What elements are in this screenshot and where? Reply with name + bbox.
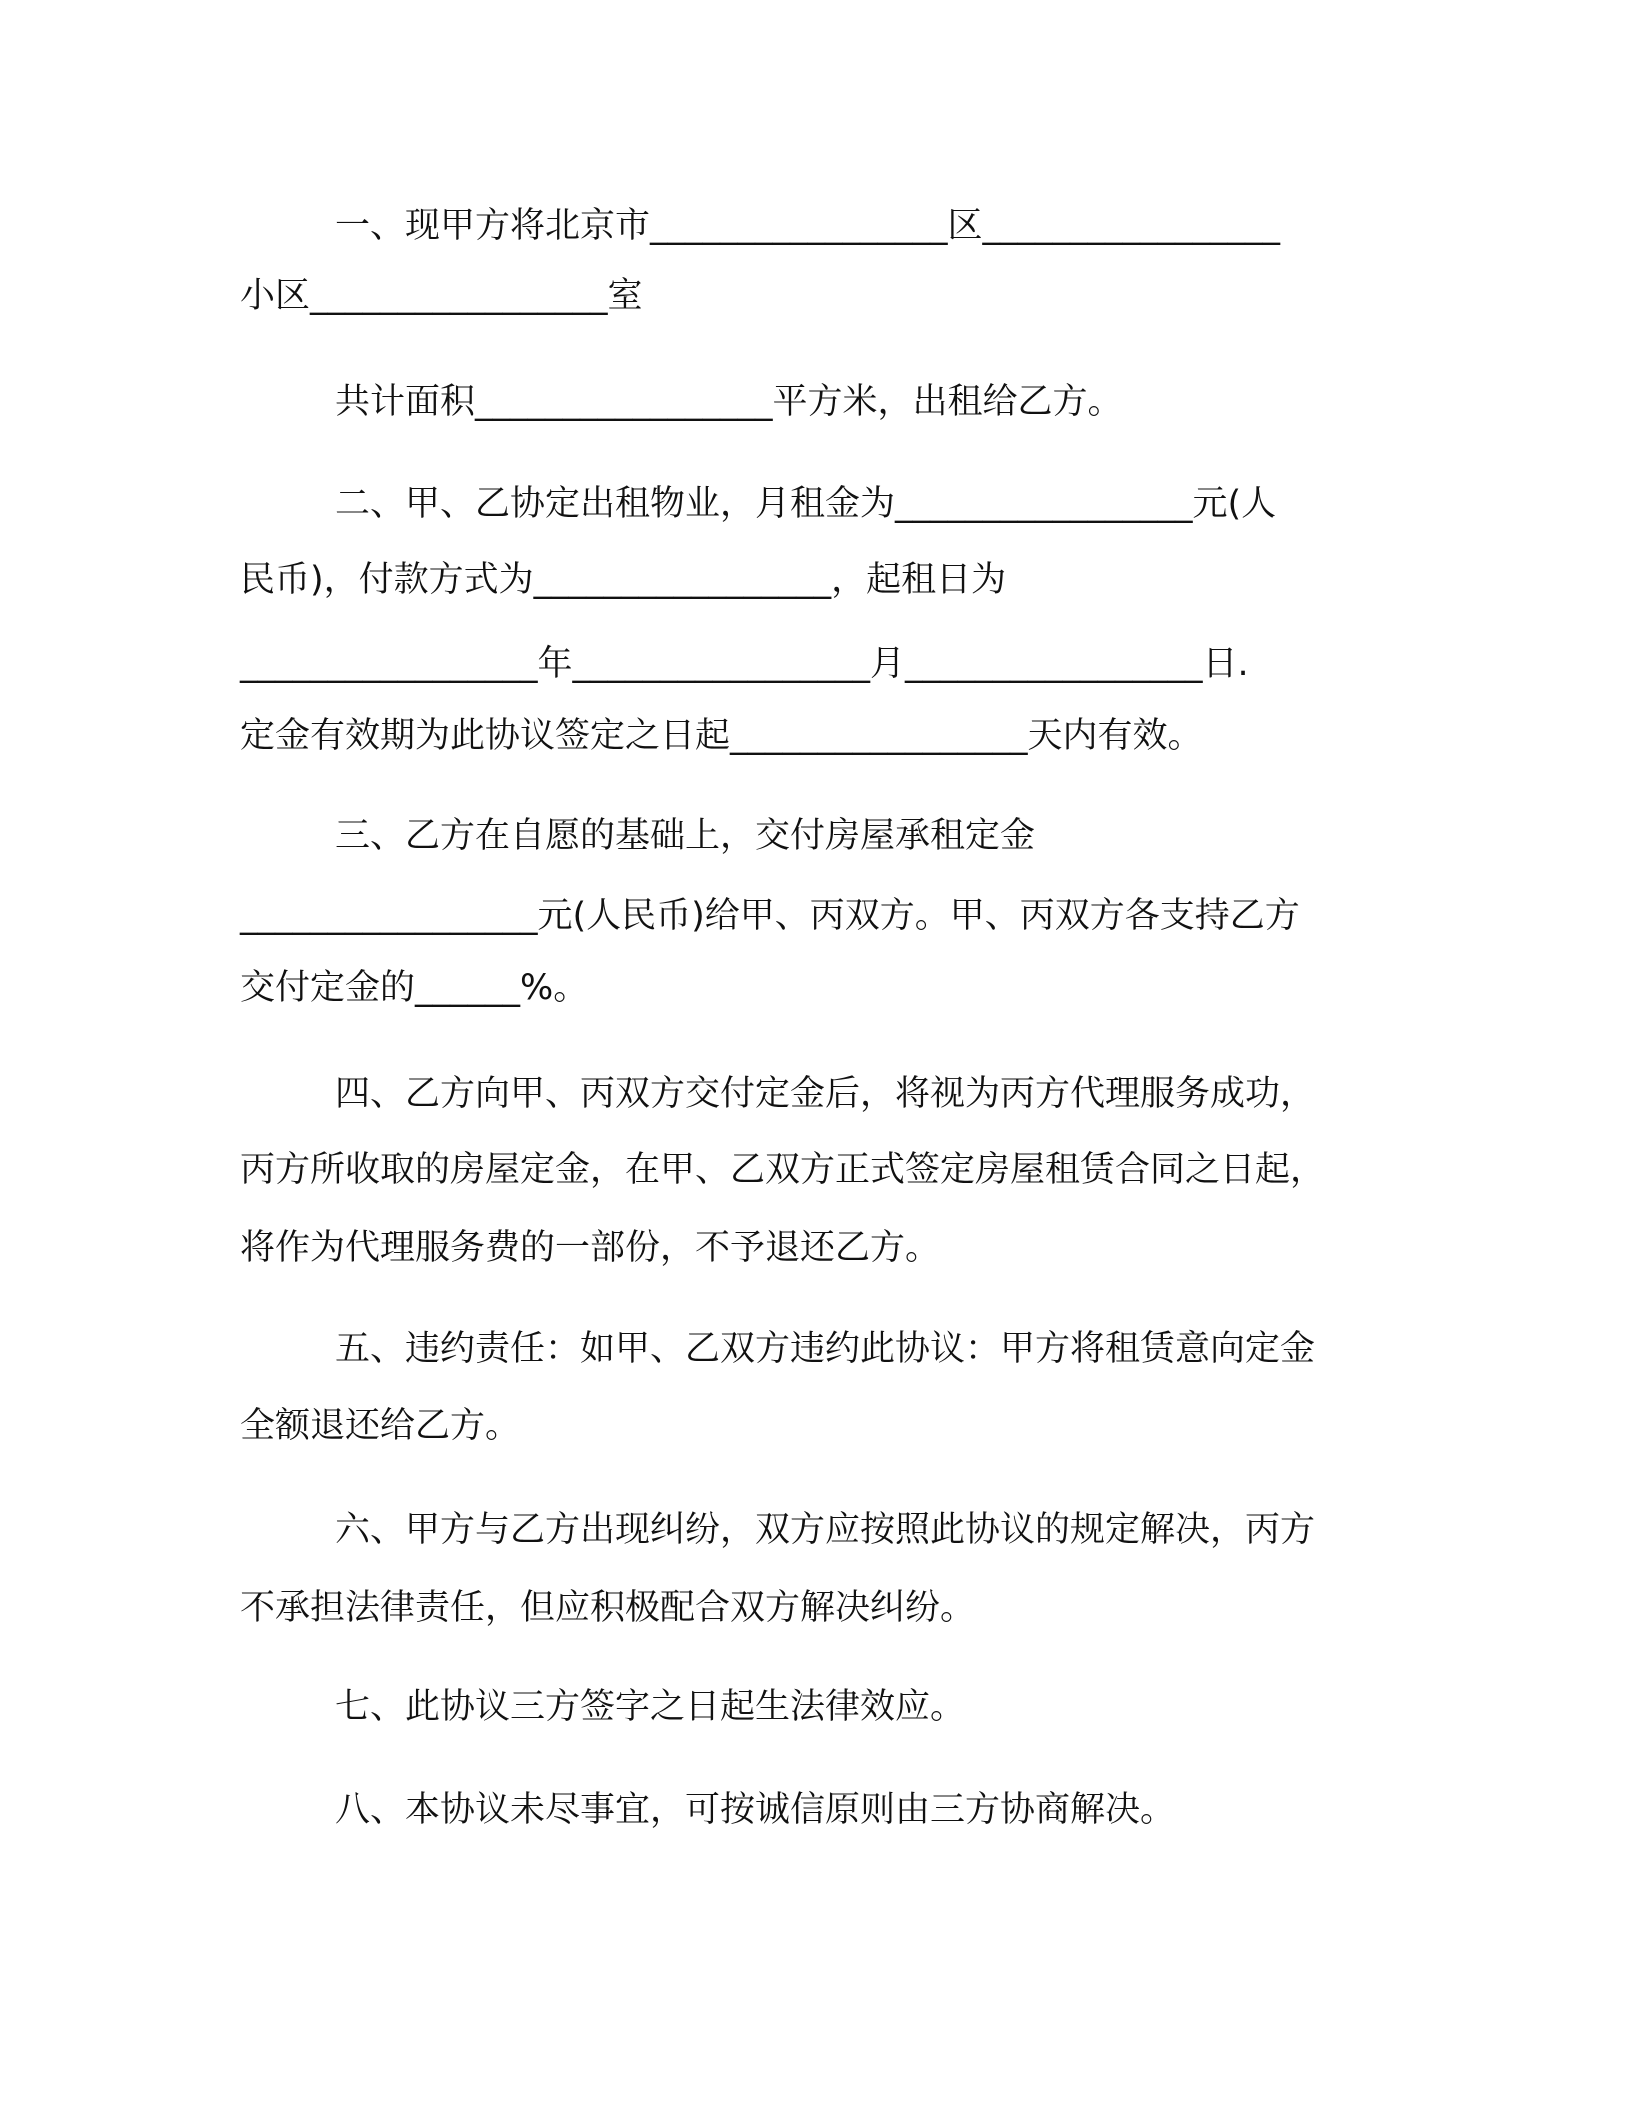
clause-5-line-1: 五、违约责任：如甲、乙双方违约此协议：甲方将租赁意向定金 xyxy=(335,1329,1316,1369)
clause-2-line-4: 定金有效期为此协议签定之日起_________________天内有效。 xyxy=(240,716,1203,756)
clause-4-line-3: 将作为代理服务费的一部份，不予退还乙方。 xyxy=(240,1228,941,1268)
clause-2-line-1: 二、甲、乙协定出租物业，月租金为_________________元(人 xyxy=(335,484,1277,524)
clause-3-line-1: 三、乙方在自愿的基础上，交付房屋承租定金 xyxy=(335,816,1036,856)
clause-1-line-1: 一、现甲方将北京市_________________区_________________ xyxy=(335,206,1281,246)
clause-7-line-1: 七、此协议三方签字之日起生法律效应。 xyxy=(335,1687,966,1727)
clause-8-line-1: 八、本协议未尽事宜，可按诚信原则由三方协商解决。 xyxy=(335,1790,1176,1830)
clause-2-line-3: _________________年_________________月_________________日. xyxy=(240,644,1249,684)
clause-3-line-2: _________________元(人民币)给甲、丙双方。甲、丙双方各支持乙方 xyxy=(240,896,1300,936)
clause-4-line-1: 四、乙方向甲、丙双方交付定金后，将视为丙方代理服务成功， xyxy=(335,1074,1316,1114)
clause-6-line-2: 不承担法律责任，但应积极配合双方解决纠纷。 xyxy=(240,1588,976,1628)
clause-3-line-3: 交付定金的______%。 xyxy=(240,968,589,1008)
clause-5-line-2: 全额退还给乙方。 xyxy=(240,1406,521,1446)
clause-4-line-2: 丙方所收取的房屋定金，在甲、乙双方正式签定房屋租赁合同之日起， xyxy=(240,1150,1326,1190)
clause-1-line-2: 小区_________________室 xyxy=(240,276,643,316)
clause-1-line-3: 共计面积_________________平方米，出租给乙方。 xyxy=(335,382,1123,422)
clause-6-line-1: 六、甲方与乙方出现纠纷，双方应按照此协议的规定解决，丙方 xyxy=(335,1510,1316,1550)
clause-2-line-2: 民币)，付款方式为_________________，起租日为 xyxy=(240,560,1007,600)
